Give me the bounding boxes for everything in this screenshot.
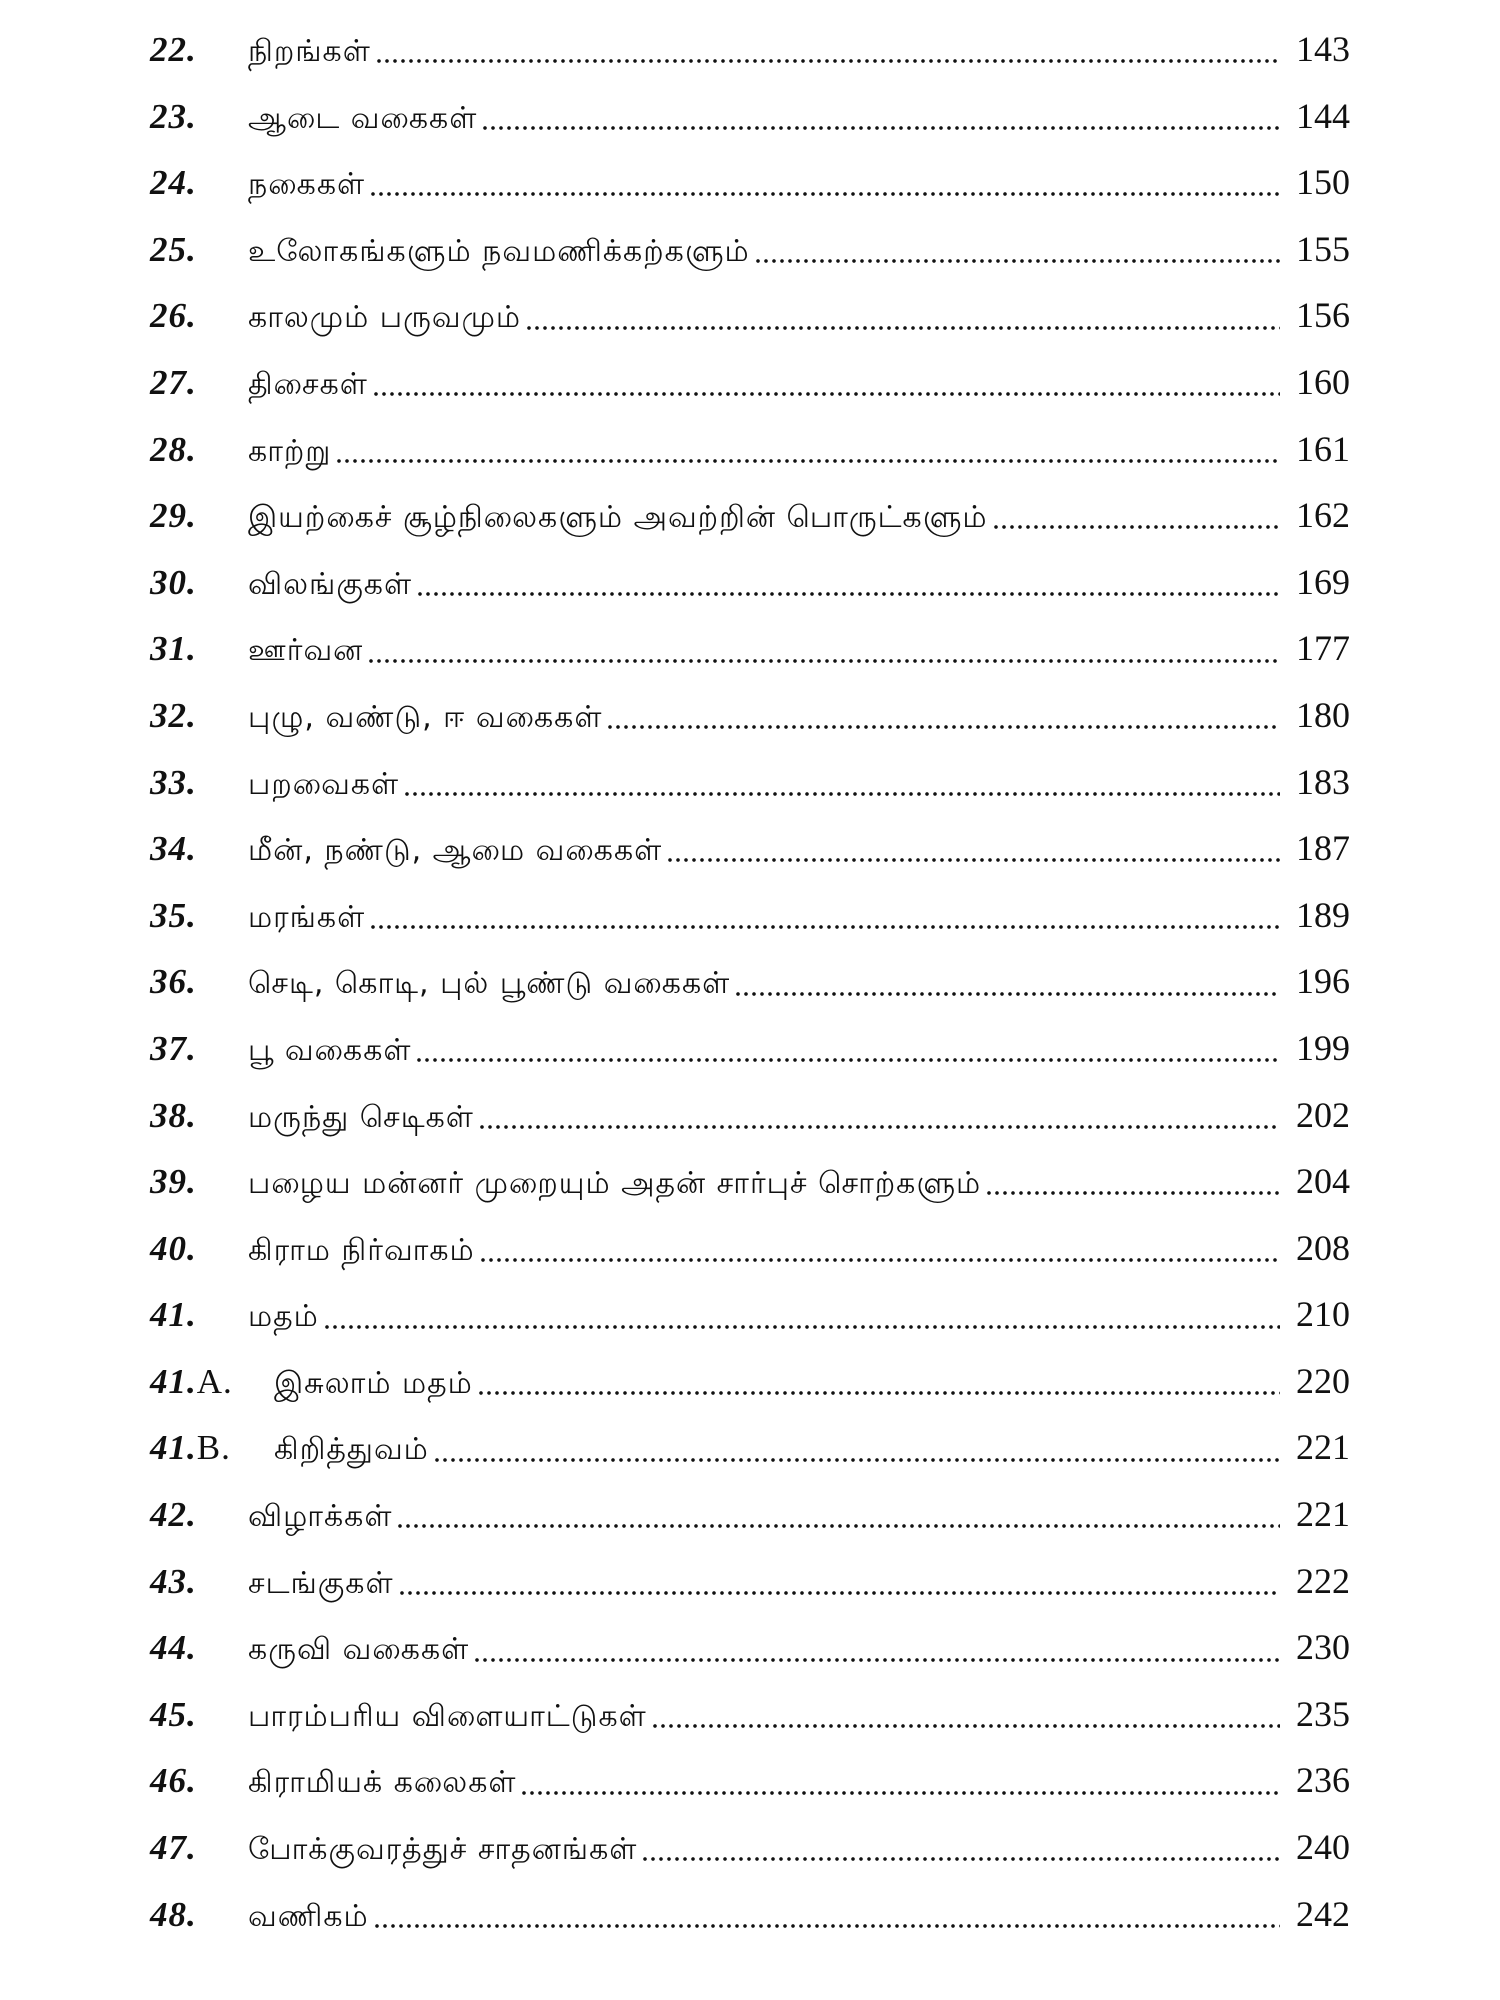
entry-page-number: 222 [1296, 1560, 1350, 1601]
entry-title: ஆடை வகைகள் [248, 100, 478, 136]
toc-entry[interactable] [150, 948, 1350, 1015]
dot-leader [641, 1854, 1280, 1864]
entry-title: கிராமியக் கலைகள் [248, 1765, 517, 1801]
entry-number [150, 683, 232, 750]
entry-title: பழைய மன்னர் முறையும் அதன் சார்புச் சொற்களும் [248, 1166, 982, 1202]
entry-number-main: 41. [150, 1361, 197, 1401]
entry-number-main: 29. [150, 496, 197, 536]
entry-title: புழு, வண்டு, ஈ வகைகள் [248, 699, 603, 735]
toc-entry[interactable] [150, 1414, 1350, 1481]
entry-title: மதம் [248, 1299, 319, 1335]
entry-title: வணிகம் [248, 1898, 369, 1934]
entry-number [150, 1682, 232, 1749]
entry-title: பறவைகள் [248, 766, 400, 802]
entry-number-main: 30. [150, 562, 197, 602]
dot-leader [433, 1455, 1280, 1465]
entry-number [150, 1549, 232, 1616]
dot-leader [369, 189, 1280, 199]
toc-entry[interactable] [150, 882, 1350, 949]
entry-title: காலமும் பருவமும் [248, 300, 522, 336]
entry-title: கிறித்துவம் [274, 1432, 429, 1468]
entry-title: விழாக்கள் [248, 1499, 393, 1535]
toc-entry[interactable] [150, 549, 1350, 616]
dot-leader [606, 722, 1280, 732]
entry-title: நகைகள் [248, 167, 366, 203]
dot-leader [403, 789, 1280, 799]
entry-number [150, 1149, 232, 1216]
toc-entry[interactable] [150, 1015, 1350, 1082]
dot-leader [473, 1655, 1280, 1665]
entry-title: செடி, கொடி, புல் பூண்டு வகைகள் [248, 966, 731, 1002]
entry-number-main: 38. [150, 1095, 197, 1135]
toc-entry[interactable] [150, 815, 1350, 882]
toc-entry[interactable] [150, 416, 1350, 483]
entry-number [150, 1882, 232, 1949]
toc-entry[interactable] [150, 282, 1350, 349]
entry-number [150, 483, 232, 550]
toc-entry[interactable] [150, 1215, 1350, 1282]
entry-title: இயற்கைச் சூழ்நிலைகளும் அவற்றின் பொருட்களும் [248, 500, 988, 536]
entry-number [150, 1615, 232, 1682]
toc-entry[interactable] [150, 1747, 1350, 1814]
entry-number-main: 41. [150, 1428, 197, 1468]
entry-title: பாரம்பரிய விளையாட்டுகள் [248, 1698, 647, 1734]
entry-number [150, 150, 232, 217]
entry-page-number: 189 [1296, 894, 1350, 935]
toc-entry[interactable] [150, 1548, 1350, 1615]
entry-number [150, 550, 232, 617]
entry-number-main: 26. [150, 296, 197, 336]
entry-number-main: 40. [150, 1228, 197, 1268]
toc-entry[interactable] [150, 16, 1350, 83]
entry-number [150, 1282, 232, 1349]
entry-page-number: 177 [1296, 628, 1350, 669]
dot-leader [398, 1588, 1280, 1598]
toc-entry[interactable] [150, 83, 1350, 150]
entry-title: ஊர்வன [248, 633, 364, 669]
entry-page-number: 162 [1296, 495, 1350, 536]
toc-entry[interactable] [150, 1148, 1350, 1215]
entry-number [150, 1815, 232, 1882]
entry-number [150, 1482, 232, 1549]
entry-page-number: 221 [1296, 1427, 1350, 1468]
toc-entry[interactable] [150, 1614, 1350, 1681]
dot-leader [477, 1388, 1280, 1398]
toc-entry[interactable] [150, 615, 1350, 682]
entry-number-main: 43. [150, 1561, 197, 1601]
entry-page-number: 169 [1296, 561, 1350, 602]
dot-leader [415, 1055, 1280, 1065]
entry-page-number: 150 [1296, 162, 1350, 203]
toc-entry[interactable] [150, 1481, 1350, 1548]
toc-entry[interactable] [150, 1881, 1350, 1948]
entry-number [150, 417, 232, 484]
toc-entry[interactable] [150, 1082, 1350, 1149]
dot-leader [335, 456, 1280, 466]
entry-title: கிராம நிர்வாகம் [248, 1232, 475, 1268]
entry-title: பூ வகைகள் [248, 1032, 412, 1068]
dot-leader [372, 389, 1280, 399]
toc-entry[interactable] [150, 1348, 1350, 1415]
entry-page-number: 180 [1296, 694, 1350, 735]
toc-entry[interactable] [150, 149, 1350, 216]
toc-entry[interactable] [150, 482, 1350, 549]
entry-page-number: 221 [1296, 1494, 1350, 1535]
dot-leader [479, 1255, 1280, 1265]
dot-leader [985, 1188, 1280, 1198]
entry-number-main: 28. [150, 429, 197, 469]
entry-number-suffix: B. [196, 1428, 231, 1468]
toc-entry[interactable] [150, 349, 1350, 416]
entry-number-main: 48. [150, 1894, 197, 1934]
entry-title: விலங்குகள் [248, 566, 413, 602]
table-of-contents [150, 16, 1350, 1947]
entry-number-main: 37. [150, 1028, 197, 1068]
entry-title: மீன், நண்டு, ஆமை வகைகள் [248, 833, 663, 869]
dot-leader [481, 123, 1280, 133]
entry-number [150, 1016, 232, 1083]
toc-entry[interactable] [150, 1281, 1350, 1348]
entry-page-number: 187 [1296, 828, 1350, 869]
toc-entry[interactable] [150, 1681, 1350, 1748]
dot-leader [375, 56, 1280, 66]
entry-page-number: 220 [1296, 1360, 1350, 1401]
entry-number [150, 616, 232, 683]
entry-number-main: 39. [150, 1162, 197, 1202]
entry-number-main: 25. [150, 229, 197, 269]
entry-title: மருந்து செடிகள் [248, 1099, 474, 1135]
entry-title: மரங்கள் [248, 899, 366, 935]
entry-page-number: 236 [1296, 1760, 1350, 1801]
entry-number-main: 34. [150, 829, 197, 869]
entry-number [150, 1415, 258, 1482]
entry-number-main: 32. [150, 695, 197, 735]
entry-number [150, 17, 232, 84]
entry-number-suffix: A. [196, 1361, 233, 1401]
entry-title: நிறங்கள் [248, 34, 371, 69]
entry-title: இசுலாம் மதம் [274, 1365, 473, 1401]
entry-page-number: 156 [1296, 295, 1350, 336]
toc-entry[interactable] [150, 1814, 1350, 1881]
dot-leader [323, 1322, 1280, 1332]
entry-page-number: 210 [1296, 1294, 1350, 1335]
toc-entry[interactable] [150, 749, 1350, 816]
entry-page-number: 240 [1296, 1827, 1350, 1868]
entry-page-number: 143 [1296, 29, 1350, 69]
entry-number [150, 883, 232, 950]
entry-number-main: 31. [150, 629, 197, 669]
toc-entry[interactable] [150, 682, 1350, 749]
entry-number-main: 41. [150, 1295, 197, 1335]
dot-leader [478, 1122, 1280, 1132]
entry-number [150, 1349, 258, 1416]
entry-page-number: 235 [1296, 1693, 1350, 1734]
entry-number [150, 750, 232, 817]
entry-page-number: 208 [1296, 1227, 1350, 1268]
entry-page-number: 242 [1296, 1893, 1350, 1934]
toc-entry[interactable] [150, 216, 1350, 283]
entry-page-number: 160 [1296, 361, 1350, 402]
entry-number [150, 217, 232, 284]
entry-number-main: 47. [150, 1828, 197, 1868]
dot-leader [992, 522, 1280, 532]
entry-page-number: 199 [1296, 1027, 1350, 1068]
entry-number [150, 1748, 232, 1815]
entry-number-main: 22. [150, 30, 197, 69]
dot-leader [525, 323, 1280, 333]
entry-title: காற்று [248, 433, 332, 469]
entry-number [150, 1216, 232, 1283]
dot-leader [396, 1521, 1280, 1531]
entry-number-main: 27. [150, 362, 197, 402]
entry-page-number: 196 [1296, 961, 1350, 1002]
entry-number-main: 46. [150, 1761, 197, 1801]
entry-title: கருவி வகைகள் [248, 1632, 470, 1668]
entry-title: சடங்குகள் [248, 1565, 394, 1601]
entry-number-main: 24. [150, 163, 197, 203]
entry-page-number: 204 [1296, 1161, 1350, 1202]
entry-page-number: 183 [1296, 761, 1350, 802]
dot-leader [754, 256, 1280, 266]
entry-number [150, 816, 232, 883]
entry-number [150, 350, 232, 417]
entry-number-main: 23. [150, 96, 197, 136]
entry-number [150, 84, 232, 151]
entry-number-main: 33. [150, 762, 197, 802]
entry-page-number: 230 [1296, 1627, 1350, 1668]
dot-leader [666, 855, 1280, 865]
entry-number [150, 949, 232, 1016]
entry-number [150, 1083, 232, 1150]
entry-number [150, 283, 232, 350]
entry-number-main: 45. [150, 1694, 197, 1734]
entry-number-main: 44. [150, 1628, 197, 1668]
entry-title: திசைகள் [248, 366, 368, 402]
entry-page-number: 202 [1296, 1094, 1350, 1135]
dot-leader [651, 1721, 1280, 1731]
dot-leader [367, 656, 1280, 666]
entry-number-main: 35. [150, 895, 197, 935]
entry-page-number: 144 [1296, 95, 1350, 136]
entry-title: உலோகங்களும் நவமணிக்கற்களும் [248, 233, 750, 269]
dot-leader [416, 589, 1280, 599]
entry-number-main: 42. [150, 1495, 197, 1535]
entry-number-main: 36. [150, 962, 197, 1002]
dot-leader [369, 922, 1280, 932]
dot-leader [734, 989, 1280, 999]
dot-leader [520, 1788, 1280, 1798]
entry-title: போக்குவரத்துச் சாதனங்கள் [248, 1832, 638, 1868]
entry-page-number: 161 [1296, 428, 1350, 469]
entry-page-number: 155 [1296, 228, 1350, 269]
dot-leader [373, 1921, 1280, 1931]
